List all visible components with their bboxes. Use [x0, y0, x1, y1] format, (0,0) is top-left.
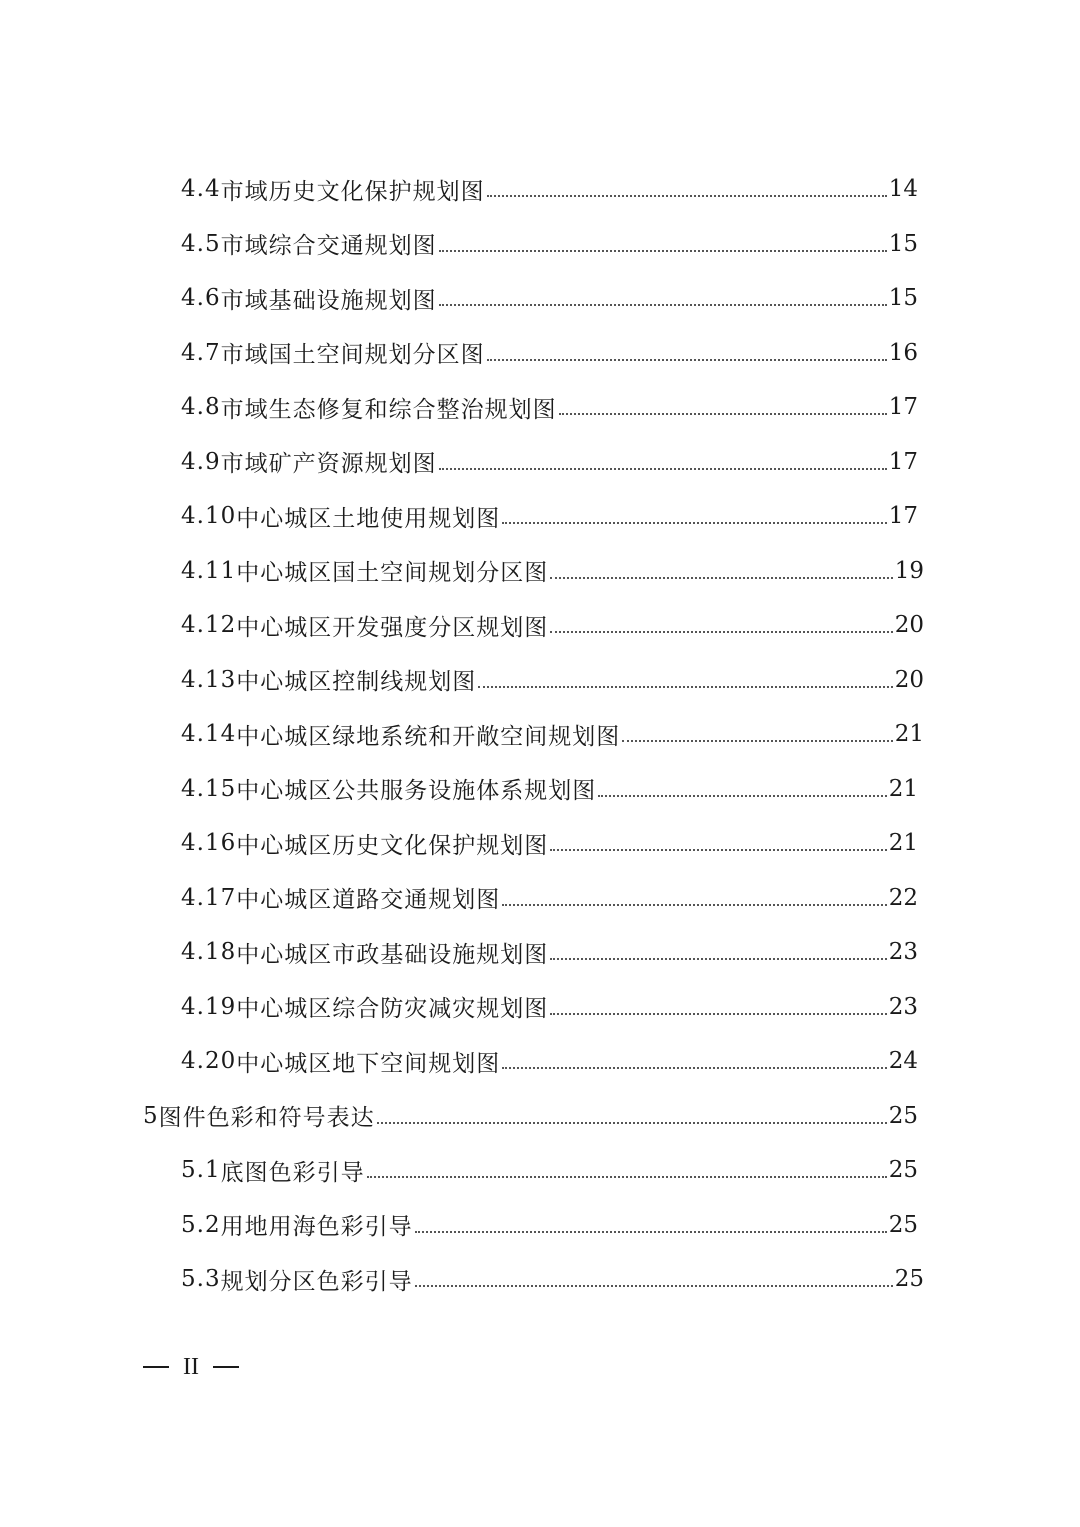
toc-entry-page: 25: [888, 1157, 918, 1183]
toc-entry-number: 4.5: [181, 230, 221, 257]
toc-entry[interactable]: [181, 605, 924, 645]
toc-entry-number: 5.2: [181, 1211, 221, 1238]
toc-entry-number: 4.8: [181, 394, 221, 420]
toc-entry-number: 4.10: [181, 503, 237, 529]
toc-entry[interactable]: [181, 1259, 924, 1299]
footer-dash-right: [213, 1366, 239, 1368]
toc-dot-leader: [550, 952, 887, 960]
toc-entry-number: 4.9: [181, 448, 221, 475]
toc-dot-leader: [487, 353, 887, 361]
toc-entry[interactable]: [181, 278, 918, 318]
toc-dot-leader: [502, 898, 887, 906]
toc-dot-leader: [415, 1279, 893, 1287]
toc-entry-title: 市域生态修复和综合整治规划图: [220, 396, 557, 423]
toc-entry[interactable]: [181, 1150, 918, 1190]
toc-entry-title: 市域基础设施规划图: [220, 287, 437, 314]
toc-entry-title: 市域历史文化保护规划图: [220, 178, 485, 205]
toc-entry-title: 中心城区开发强度分区规划图: [236, 614, 549, 641]
toc-entry[interactable]: [181, 714, 924, 754]
toc-entry-page: 25: [888, 1211, 918, 1238]
toc-dot-leader: [439, 462, 887, 470]
toc-entry-page: 17: [888, 448, 918, 475]
toc-entry-number: 4.4: [181, 176, 221, 202]
toc-entry-number: 4.18: [181, 939, 237, 965]
toc-dot-leader: [439, 298, 887, 306]
toc-entry-number: 5.1: [181, 1157, 221, 1183]
toc-entry-number: 4.13: [181, 666, 237, 693]
toc-entry[interactable]: [181, 932, 918, 972]
toc-entry[interactable]: [143, 1096, 918, 1136]
toc-entry-page: 23: [888, 993, 918, 1020]
toc-entry-title: 市域国土空间规划分区图: [220, 342, 485, 368]
toc-entry-title: 中心城区市政基础设施规划图: [236, 941, 549, 968]
toc-entry-title: 底图色彩引导: [220, 1159, 365, 1186]
toc-entry-number: 4.6: [181, 285, 221, 311]
toc-entry-page: 24: [888, 1048, 918, 1074]
toc-entry-number: 4.17: [181, 884, 237, 911]
toc-entry-page: 16: [888, 339, 918, 366]
page-number: II: [183, 1353, 199, 1380]
toc-entry-page: 20: [894, 612, 924, 638]
toc-dot-leader: [415, 1225, 887, 1233]
toc-entry[interactable]: [181, 769, 918, 809]
toc-entry-number: 4.19: [181, 993, 237, 1020]
footer-dash-left: [143, 1366, 169, 1368]
toc-entry-number: 4.7: [181, 339, 221, 366]
toc-entry-title: 中心城区历史文化保护规划图: [236, 832, 549, 859]
toc-entry-title: 图件色彩和符号表达: [158, 1105, 375, 1131]
toc-entry-title: 中心城区国土空间规划分区图: [236, 560, 549, 586]
toc-entry-title: 中心城区土地使用规划图: [236, 505, 501, 532]
toc-entry-number: 4.12: [181, 612, 237, 638]
toc-entry-title: 中心城区绿地系统和开敞空间规划图: [236, 723, 621, 750]
toc-dot-leader: [559, 407, 887, 415]
toc-entry[interactable]: [181, 660, 924, 700]
toc-entry[interactable]: [181, 551, 924, 591]
toc-dot-leader: [550, 843, 887, 851]
toc-entry[interactable]: [181, 169, 918, 209]
toc-entry-title: 规划分区色彩引导: [220, 1268, 413, 1295]
toc-dot-leader: [487, 189, 887, 197]
toc-entry-title: 中心城区控制线规划图: [236, 669, 477, 695]
toc-entry-page: 25: [894, 1266, 924, 1292]
toc-entry-number: 5.3: [181, 1266, 221, 1292]
toc-entry-title: 中心城区道路交通规划图: [236, 887, 501, 913]
toc-entry-page: 21: [888, 775, 918, 802]
toc-entry-number: 4.11: [181, 557, 237, 584]
toc-entry[interactable]: [181, 442, 918, 482]
toc-dot-leader: [478, 680, 893, 688]
toc-entry[interactable]: [181, 333, 918, 373]
toc-entry-page: 14: [888, 176, 918, 202]
toc-entry[interactable]: [181, 387, 918, 427]
page-footer: [143, 1347, 239, 1387]
toc-entry-page: 23: [888, 939, 918, 965]
toc-entry-number: 4.20: [181, 1048, 237, 1074]
toc-entry-page: 20: [894, 666, 924, 693]
toc-dot-leader: [439, 244, 887, 252]
toc-entry-page: 19: [894, 557, 924, 584]
toc-entry-page: 15: [888, 230, 918, 257]
toc-dot-leader: [550, 625, 893, 633]
toc-entry[interactable]: [181, 823, 918, 863]
toc-entry-title: 中心城区地下空间规划图: [236, 1050, 501, 1077]
toc-dot-leader: [377, 1116, 887, 1124]
toc-entry-number: 4.16: [181, 830, 237, 856]
toc-entry[interactable]: [181, 496, 918, 536]
toc-entry-page: 17: [888, 394, 918, 420]
toc-entry[interactable]: [181, 224, 918, 264]
toc-dot-leader: [502, 516, 887, 524]
toc-dot-leader: [622, 734, 893, 742]
toc-entry-title: 市域综合交通规划图: [220, 233, 437, 259]
toc-entry-page: 17: [888, 503, 918, 529]
toc-entry-page: 15: [888, 285, 918, 311]
toc-entry-number: 4.15: [181, 775, 237, 802]
toc-entry[interactable]: [181, 987, 918, 1027]
toc-entry[interactable]: [181, 1041, 918, 1081]
toc-entry-number: 4.14: [181, 721, 237, 747]
toc-entry-title: 市域矿产资源规划图: [220, 451, 437, 477]
toc-dot-leader: [367, 1170, 887, 1178]
toc-dot-leader: [598, 789, 887, 797]
toc-entry-page: 21: [894, 721, 924, 747]
toc-entry-title: 用地用海色彩引导: [220, 1214, 413, 1240]
toc-entry-number: 5: [143, 1102, 159, 1129]
toc-entry[interactable]: [181, 1205, 918, 1245]
toc-entry[interactable]: [181, 878, 918, 918]
toc-dot-leader: [550, 1007, 887, 1015]
toc-entry-page: 22: [888, 884, 918, 911]
toc-entry-title: 中心城区综合防灾减灾规划图: [236, 996, 549, 1022]
toc-entry-page: 21: [888, 830, 918, 856]
toc-dot-leader: [502, 1061, 887, 1069]
toc-entry-page: 25: [888, 1102, 918, 1129]
toc-dot-leader: [550, 571, 893, 579]
toc-entry-title: 中心城区公共服务设施体系规划图: [236, 778, 597, 804]
